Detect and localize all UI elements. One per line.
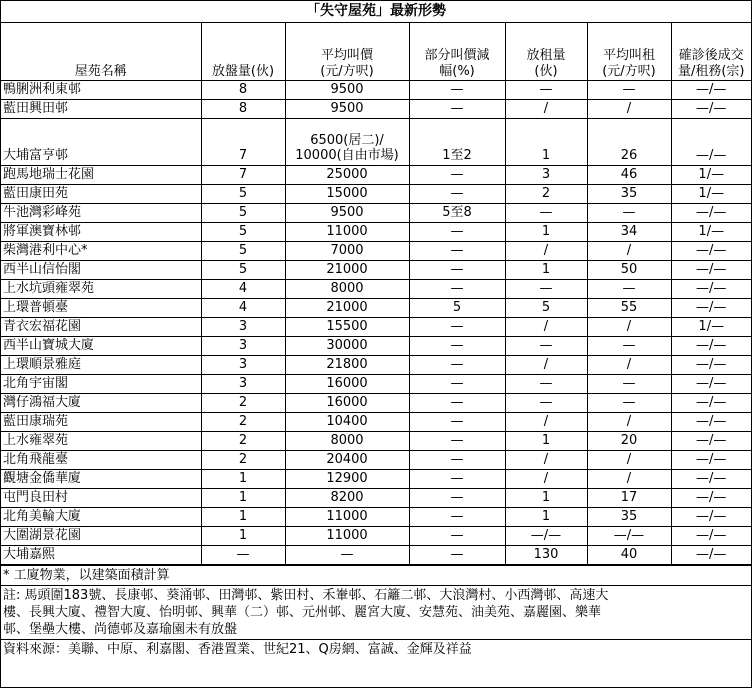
cell-avg-rent: / bbox=[587, 470, 671, 489]
cell-avg-price: 21000 bbox=[285, 299, 409, 318]
cell-deals: —/— bbox=[671, 261, 751, 280]
table-row bbox=[1, 356, 751, 375]
cell-deals: —/— bbox=[671, 204, 751, 223]
cell-deals: —/— bbox=[671, 489, 751, 508]
cell-avg-price: 15000 bbox=[285, 185, 409, 204]
cell-price-cut: — bbox=[409, 394, 505, 413]
cell-price-cut: — bbox=[409, 223, 505, 242]
cell-price-cut: — bbox=[409, 337, 505, 356]
cell-avg-rent: — bbox=[587, 375, 671, 394]
cell-rental-listings: 1 bbox=[505, 223, 587, 242]
cell-avg-price: 11000 bbox=[285, 223, 409, 242]
cell-price-cut: — bbox=[409, 489, 505, 508]
cell-rental-listings: 1 bbox=[505, 119, 587, 166]
note-line: 邨、堡壘大樓、尚德邨及嘉瑜園未有放盤 bbox=[3, 622, 238, 637]
table-row bbox=[1, 166, 751, 185]
cell-deals: —/— bbox=[671, 527, 751, 546]
no-listing-note bbox=[1, 585, 751, 639]
cell-rental-listings: 2 bbox=[505, 185, 587, 204]
cell-rental-listings: / bbox=[505, 318, 587, 337]
cell-avg-price: 21800 bbox=[285, 356, 409, 375]
cell-avg-rent: 46 bbox=[587, 166, 671, 185]
cell-avg-rent: / bbox=[587, 100, 671, 119]
cell-estate-name: 大埔嘉熙 bbox=[1, 546, 201, 565]
cell-rental-listings: —/— bbox=[505, 527, 587, 546]
cell-price-cut: — bbox=[409, 375, 505, 394]
cell-avg-price: — bbox=[285, 546, 409, 565]
cell-estate-name: 將軍澳寶林邨 bbox=[1, 223, 201, 242]
cell-avg-rent: 34 bbox=[587, 223, 671, 242]
cell-avg-price: 15500 bbox=[285, 318, 409, 337]
cell-rental-listings: 1 bbox=[505, 432, 587, 451]
cell-listings: 2 bbox=[201, 451, 285, 470]
cell-rental-listings: — bbox=[505, 337, 587, 356]
cell-listings: 5 bbox=[201, 242, 285, 261]
table-row bbox=[1, 299, 751, 318]
cell-avg-price: 16000 bbox=[285, 375, 409, 394]
cell-estate-name: 屯門良田村 bbox=[1, 489, 201, 508]
cell-avg-rent: 35 bbox=[587, 185, 671, 204]
table-row bbox=[1, 242, 751, 261]
table-row bbox=[1, 413, 751, 432]
cell-avg-rent: 26 bbox=[587, 119, 671, 166]
col-header-listings: 放盤量(伙) bbox=[201, 23, 285, 81]
cell-rental-listings: / bbox=[505, 470, 587, 489]
cell-avg-rent: 50 bbox=[587, 261, 671, 280]
cell-listings: 2 bbox=[201, 413, 285, 432]
cell-estate-name: 青衣宏福花園 bbox=[1, 318, 201, 337]
table-row bbox=[1, 100, 751, 119]
cell-avg-price: 8200 bbox=[285, 489, 409, 508]
table-body bbox=[1, 81, 751, 565]
cell-price-cut: — bbox=[409, 261, 505, 280]
cell-price-cut: — bbox=[409, 185, 505, 204]
table-row bbox=[1, 185, 751, 204]
cell-estate-name: 跑馬地瑞士花園 bbox=[1, 166, 201, 185]
cell-listings: 2 bbox=[201, 394, 285, 413]
source-note: 資料來源：美聯、中原、利嘉閣、香港置業、世紀21、Q房網、富誠、金輝及祥益 bbox=[1, 639, 751, 659]
cell-avg-rent: — bbox=[587, 81, 671, 100]
cell-avg-price: 16000 bbox=[285, 394, 409, 413]
cell-listings: 2 bbox=[201, 432, 285, 451]
cell-avg-rent: 40 bbox=[587, 546, 671, 565]
cell-listings: 3 bbox=[201, 318, 285, 337]
header-row bbox=[1, 23, 751, 81]
cell-estate-name: 大圍湖景花園 bbox=[1, 527, 201, 546]
cell-avg-price: 10400 bbox=[285, 413, 409, 432]
cell-avg-rent: 20 bbox=[587, 432, 671, 451]
cell-rental-listings: 130 bbox=[505, 546, 587, 565]
cell-listings: 5 bbox=[201, 185, 285, 204]
cell-price-cut: — bbox=[409, 508, 505, 527]
cell-price-cut: 5 bbox=[409, 299, 505, 318]
cell-price-cut: 5至8 bbox=[409, 204, 505, 223]
cell-estate-name: 北角美輪大廈 bbox=[1, 508, 201, 527]
cell-price-cut: — bbox=[409, 318, 505, 337]
cell-avg-rent: — bbox=[587, 394, 671, 413]
cell-deals: —/— bbox=[671, 394, 751, 413]
cell-listings: 8 bbox=[201, 100, 285, 119]
cell-rental-listings: 5 bbox=[505, 299, 587, 318]
cell-deals: 1/— bbox=[671, 166, 751, 185]
cell-rental-listings: / bbox=[505, 413, 587, 432]
cell-price-cut: — bbox=[409, 527, 505, 546]
cell-listings: 3 bbox=[201, 356, 285, 375]
cell-deals: —/— bbox=[671, 451, 751, 470]
cell-avg-rent: — bbox=[587, 337, 671, 356]
cell-price-cut: — bbox=[409, 546, 505, 565]
cell-rental-listings: / bbox=[505, 242, 587, 261]
table-row bbox=[1, 527, 751, 546]
price-line: 6500(居二)/ bbox=[310, 133, 384, 148]
table-row bbox=[1, 489, 751, 508]
cell-deals: 1/— bbox=[671, 185, 751, 204]
cell-listings: — bbox=[201, 546, 285, 565]
cell-listings: 8 bbox=[201, 81, 285, 100]
cell-deals: —/— bbox=[671, 546, 751, 565]
table-row bbox=[1, 451, 751, 470]
cell-estate-name: 柴灣港利中心* bbox=[1, 242, 201, 261]
cell-avg-rent: — bbox=[587, 204, 671, 223]
cell-deals: —/— bbox=[671, 432, 751, 451]
col-header-rental-listings: 放租量 (伙) bbox=[505, 23, 587, 81]
table-row bbox=[1, 223, 751, 242]
col-header-deals: 確診後成交 量/租務(宗) bbox=[671, 23, 751, 81]
table-row bbox=[1, 508, 751, 527]
notes-section bbox=[1, 565, 751, 659]
cell-deals: —/— bbox=[671, 280, 751, 299]
cell-estate-name: 北角宇宙閣 bbox=[1, 375, 201, 394]
cell-price-cut: — bbox=[409, 356, 505, 375]
cell-estate-name: 大埔富亨邨 bbox=[1, 119, 201, 166]
cell-listings: 4 bbox=[201, 299, 285, 318]
cell-deals: —/— bbox=[671, 337, 751, 356]
cell-deals: —/— bbox=[671, 299, 751, 318]
cell-price-cut: 1至2 bbox=[409, 119, 505, 166]
cell-avg-price: 8000 bbox=[285, 280, 409, 299]
cell-deals: —/— bbox=[671, 413, 751, 432]
cell-avg-price: 9500 bbox=[285, 81, 409, 100]
table-row bbox=[1, 204, 751, 223]
cell-rental-listings: — bbox=[505, 280, 587, 299]
col-header-estate: 屋苑名稱 bbox=[1, 23, 201, 81]
cell-estate-name: 藍田興田邨 bbox=[1, 100, 201, 119]
table-row bbox=[1, 470, 751, 489]
cell-rental-listings: 1 bbox=[505, 508, 587, 527]
cell-avg-price: 25000 bbox=[285, 166, 409, 185]
cell-avg-rent: 55 bbox=[587, 299, 671, 318]
cell-listings: 1 bbox=[201, 470, 285, 489]
cell-deals: —/— bbox=[671, 242, 751, 261]
cell-estate-name: 北角飛龍臺 bbox=[1, 451, 201, 470]
cell-avg-price: 12900 bbox=[285, 470, 409, 489]
table-row bbox=[1, 375, 751, 394]
cell-avg-price: 7000 bbox=[285, 242, 409, 261]
cell-avg-rent: / bbox=[587, 318, 671, 337]
table-row bbox=[1, 261, 751, 280]
table-row bbox=[1, 318, 751, 337]
cell-avg-price: 9500 bbox=[285, 100, 409, 119]
cell-avg-rent: / bbox=[587, 413, 671, 432]
cell-price-cut: — bbox=[409, 470, 505, 489]
cell-estate-name: 觀塘金僑華廈 bbox=[1, 470, 201, 489]
table-row bbox=[1, 119, 751, 166]
cell-listings: 5 bbox=[201, 223, 285, 242]
cell-listings: 1 bbox=[201, 527, 285, 546]
table-row bbox=[1, 81, 751, 100]
col-header-avg-price: 平均叫價 (元/方呎) bbox=[285, 23, 409, 81]
table-row bbox=[1, 546, 751, 565]
estate-table bbox=[1, 23, 751, 565]
cell-price-cut: — bbox=[409, 81, 505, 100]
cell-listings: 5 bbox=[201, 261, 285, 280]
cell-rental-listings: / bbox=[505, 356, 587, 375]
cell-estate-name: 灣仔鴻福大廈 bbox=[1, 394, 201, 413]
table-title: 「失守屋苑」最新形勢 bbox=[1, 1, 751, 23]
cell-rental-listings: — bbox=[505, 394, 587, 413]
cell-listings: 7 bbox=[201, 166, 285, 185]
cell-estate-name: 上環順景雅庭 bbox=[1, 356, 201, 375]
cell-avg-price: 30000 bbox=[285, 337, 409, 356]
cell-listings: 5 bbox=[201, 204, 285, 223]
cell-rental-listings: 3 bbox=[505, 166, 587, 185]
price-line: 10000(自由市場) bbox=[295, 148, 399, 163]
table-row bbox=[1, 394, 751, 413]
cell-avg-price: 11000 bbox=[285, 508, 409, 527]
cell-price-cut: — bbox=[409, 451, 505, 470]
cell-avg-price: 11000 bbox=[285, 527, 409, 546]
cell-listings: 7 bbox=[201, 119, 285, 166]
cell-deals: —/— bbox=[671, 470, 751, 489]
cell-listings: 3 bbox=[201, 337, 285, 356]
cell-deals: —/— bbox=[671, 100, 751, 119]
cell-listings: 1 bbox=[201, 489, 285, 508]
cell-price-cut: — bbox=[409, 432, 505, 451]
cell-rental-listings: / bbox=[505, 100, 587, 119]
cell-deals: —/— bbox=[671, 508, 751, 527]
cell-deals: 1/— bbox=[671, 318, 751, 337]
cell-avg-rent: / bbox=[587, 356, 671, 375]
cell-estate-name: 上水坑頭雍翠苑 bbox=[1, 280, 201, 299]
cell-avg-price: 9500 bbox=[285, 204, 409, 223]
cell-price-cut: — bbox=[409, 413, 505, 432]
cell-deals: —/— bbox=[671, 356, 751, 375]
cell-deals: 1/— bbox=[671, 223, 751, 242]
cell-estate-name: 西半山寶城大廈 bbox=[1, 337, 201, 356]
cell-rental-listings: 1 bbox=[505, 261, 587, 280]
cell-avg-price: 20400 bbox=[285, 451, 409, 470]
cell-listings: 4 bbox=[201, 280, 285, 299]
cell-rental-listings: — bbox=[505, 204, 587, 223]
cell-rental-listings: 1 bbox=[505, 489, 587, 508]
cell-estate-name: 鴨脷洲利東邨 bbox=[1, 81, 201, 100]
cell-rental-listings: — bbox=[505, 81, 587, 100]
table-row bbox=[1, 432, 751, 451]
table-row bbox=[1, 280, 751, 299]
cell-avg-rent: —/— bbox=[587, 527, 671, 546]
cell-deals: —/— bbox=[671, 375, 751, 394]
col-header-price-cut: 部分叫價減 幅(%) bbox=[409, 23, 505, 81]
cell-estate-name: 牛池灣彩峰苑 bbox=[1, 204, 201, 223]
footnote: * 工廈物業，以建築面積計算 bbox=[1, 565, 751, 585]
cell-price-cut: — bbox=[409, 280, 505, 299]
cell-deals: —/— bbox=[671, 119, 751, 166]
cell-estate-name: 上水雍翠苑 bbox=[1, 432, 201, 451]
cell-rental-listings: / bbox=[505, 451, 587, 470]
cell-avg-price bbox=[285, 119, 409, 166]
cell-avg-price: 21000 bbox=[285, 261, 409, 280]
cell-estate-name: 上環普頓臺 bbox=[1, 299, 201, 318]
cell-avg-price: 8000 bbox=[285, 432, 409, 451]
table-row bbox=[1, 337, 751, 356]
cell-price-cut: — bbox=[409, 100, 505, 119]
col-header-avg-rent: 平均叫租 (元/方呎) bbox=[587, 23, 671, 81]
cell-rental-listings: — bbox=[505, 375, 587, 394]
cell-listings: 3 bbox=[201, 375, 285, 394]
cell-avg-rent: 17 bbox=[587, 489, 671, 508]
cell-estate-name: 藍田康田苑 bbox=[1, 185, 201, 204]
cell-avg-rent: 35 bbox=[587, 508, 671, 527]
cell-estate-name: 西半山信怡閣 bbox=[1, 261, 201, 280]
note-line: 樓、長興大廈、禮智大廈、怡明邨、興華（二）邨、元州邨、麗宮大廈、安慧苑、油美苑、嘉麗園、樂華 bbox=[3, 605, 602, 620]
cell-estate-name: 藍田康瑞苑 bbox=[1, 413, 201, 432]
cell-listings: 1 bbox=[201, 508, 285, 527]
cell-price-cut: — bbox=[409, 242, 505, 261]
cell-avg-rent: / bbox=[587, 242, 671, 261]
cell-deals: —/— bbox=[671, 81, 751, 100]
cell-avg-rent: / bbox=[587, 451, 671, 470]
note-line: 註: 馬頭圍183號、長康邨、葵涌邨、田灣邨、紫田村、禾輋邨、石籬二邨、大浪灣村、小西灣邨、高速大 bbox=[3, 588, 609, 603]
cell-price-cut: — bbox=[409, 166, 505, 185]
cell-avg-rent: — bbox=[587, 280, 671, 299]
